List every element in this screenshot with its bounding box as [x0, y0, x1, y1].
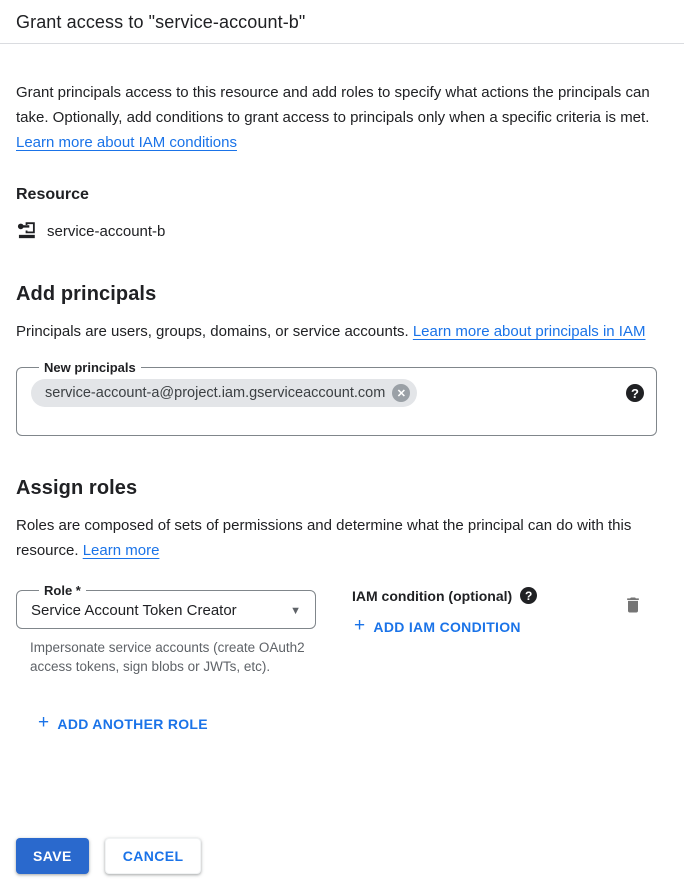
new-principals-label-text: New principals: [44, 360, 136, 375]
principals-help-icon[interactable]: ?: [626, 384, 644, 402]
service-account-icon: [16, 220, 38, 242]
principals-description-body: Principals are users, groups, domains, or service accounts.: [16, 323, 413, 340]
principals-learn-more-link[interactable]: Learn more about principals in IAM: [412, 323, 646, 340]
chevron-down-icon: ▼: [290, 604, 301, 617]
delete-role-button[interactable]: [621, 591, 657, 619]
iam-condition-help-icon[interactable]: ?: [520, 587, 537, 604]
principal-chip-row: [31, 379, 644, 407]
new-principals-label: [39, 360, 141, 375]
chip-remove-icon[interactable]: ✕: [392, 384, 410, 402]
role-field-label: [39, 583, 86, 598]
add-principals-heading: Add principals: [16, 283, 157, 305]
page-title: Grant access to "service-account-b": [16, 12, 306, 32]
resource-name: service-account-b: [47, 222, 166, 240]
resource-row: [16, 220, 657, 242]
save-button[interactable]: SAVE: [16, 838, 89, 874]
role-value-line: [31, 602, 303, 619]
iam-condition-label: IAM condition (optional): [352, 587, 513, 604]
principal-chip-value: service-account-a@project.iam.gserviceaccount.com: [45, 385, 386, 401]
dialog-header: [0, 0, 684, 44]
add-iam-condition-button[interactable]: [346, 613, 529, 641]
cancel-button[interactable]: CANCEL: [105, 838, 202, 874]
roles-description-body: Roles are composed of sets of permissions and determine what the principal can do with this resource.: [16, 517, 632, 559]
role-selected-value: Service Account Token Creator: [31, 602, 237, 619]
resource-heading: Resource: [16, 186, 89, 203]
role-field-label-text: Role *: [44, 583, 81, 598]
role-column: [16, 583, 316, 676]
add-another-role-button[interactable]: [30, 710, 216, 738]
dialog-footer: [16, 838, 201, 874]
iam-condition-label-row: [352, 587, 585, 604]
role-select[interactable]: [16, 583, 316, 629]
add-another-role-label: ADD ANOTHER ROLE: [57, 716, 208, 732]
roles-description: [16, 513, 657, 563]
assign-roles-heading: Assign roles: [16, 477, 138, 499]
role-helper-text: Impersonate service accounts (create OAuth2 access tokens, sign blobs or JWTs, etc).: [30, 640, 305, 674]
iam-conditions-link[interactable]: Learn more about IAM conditions: [16, 134, 237, 151]
intro-text: [16, 80, 657, 155]
roles-learn-more-link[interactable]: Learn more: [82, 542, 160, 559]
plus-icon: +: [354, 615, 366, 636]
iam-condition-column: [352, 583, 585, 676]
new-principals-field[interactable]: [16, 360, 657, 436]
principals-description: [16, 319, 657, 344]
plus-icon: +: [38, 712, 50, 733]
add-iam-condition-label: ADD IAM CONDITION: [373, 619, 521, 635]
role-row: [16, 583, 657, 676]
dialog-content: [0, 80, 684, 738]
principal-chip: [31, 379, 417, 407]
intro-text-body: Grant principals access to this resource and add roles to specify what actions the principals can take. Optionally, add conditions to grant access to principals only when a specific criteria is met.: [16, 84, 650, 126]
trash-icon: [623, 595, 655, 615]
